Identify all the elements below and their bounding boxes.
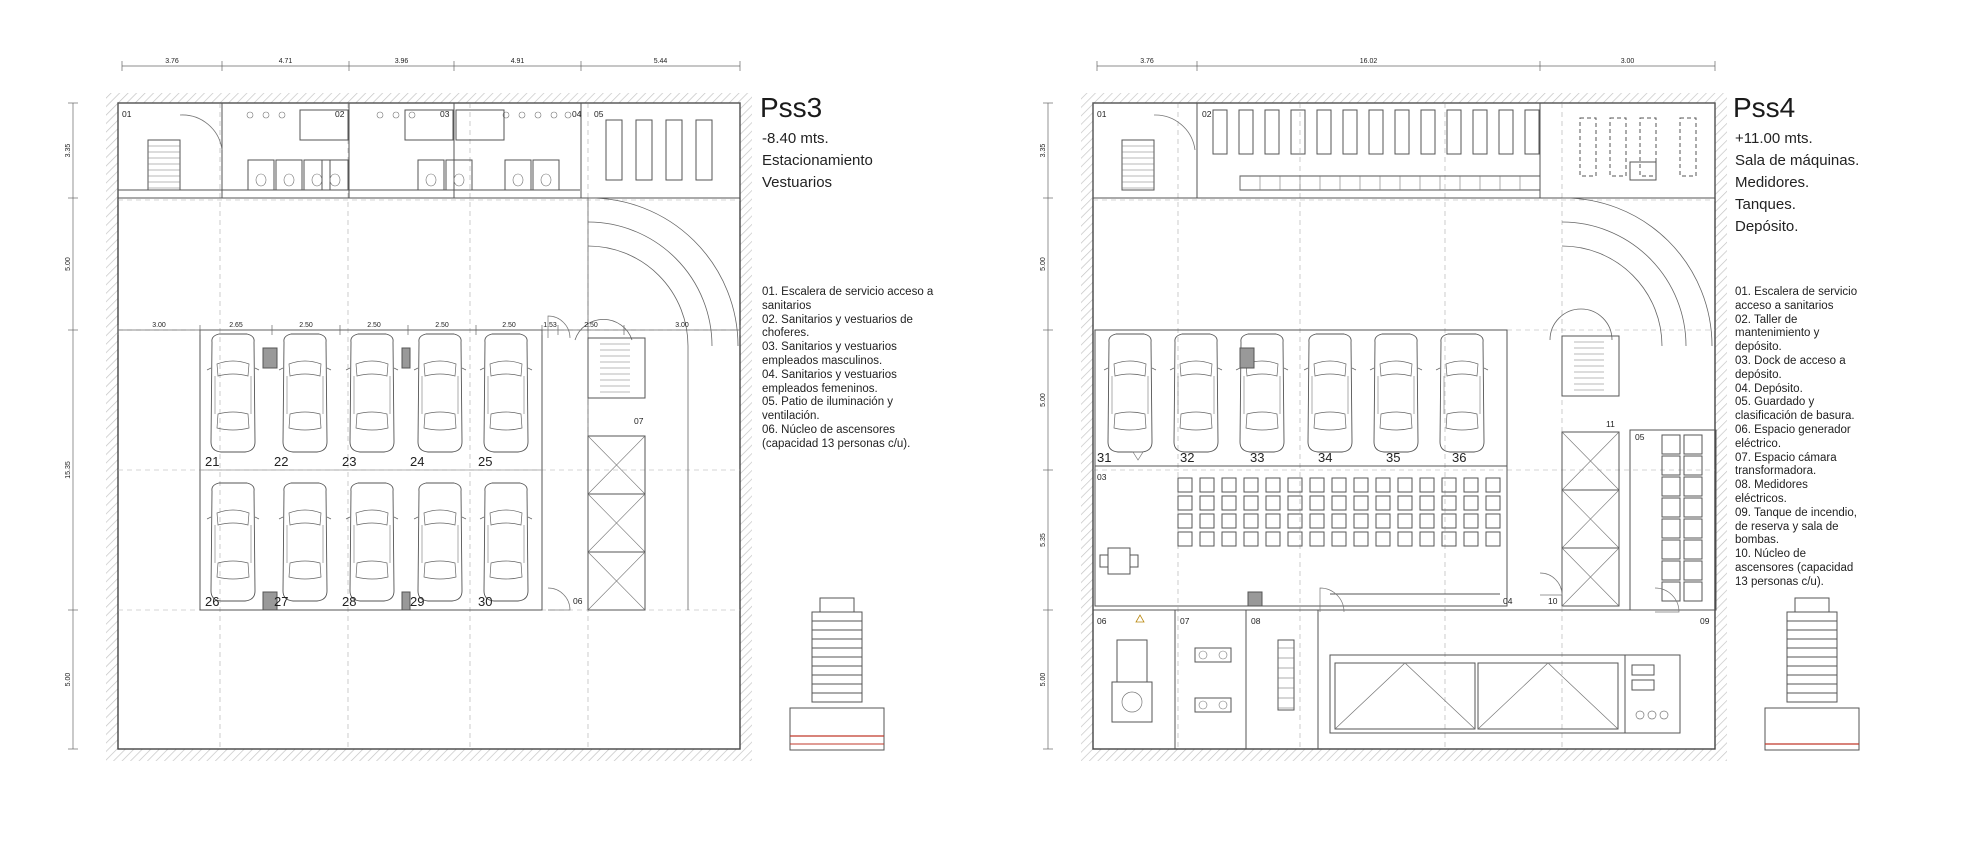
legend-line: 06. Núcleo de ascensores [762, 423, 895, 436]
room-label: 06 [1097, 616, 1107, 626]
legend-line: 05. Guardado y [1735, 396, 1815, 409]
room-label: 03 [440, 109, 450, 119]
left-subtitle-line: Vestuarios [762, 174, 833, 191]
parking-space-number: 32 [1180, 450, 1195, 465]
dimension-label: 3.76 [165, 58, 179, 65]
room-label: 02 [335, 109, 345, 119]
room-label: 04 [1503, 596, 1513, 606]
legend-line: transformadora. [1735, 465, 1817, 478]
legend-line: 01. Escalera de servicio acceso a [762, 286, 934, 298]
parking-space-number: 33 [1250, 450, 1265, 465]
legend-line: 02. Sanitarios y vestuarios de [762, 313, 913, 326]
room-label: 02 [1202, 109, 1212, 119]
right-subtitle-line: Sala de máquinas. [1735, 152, 1860, 169]
legend-line: eléctricos. [1735, 492, 1787, 505]
room-label: 09 [1700, 616, 1710, 626]
parking-space-number: 22 [274, 454, 289, 469]
column [1248, 592, 1262, 606]
massing-floor [1787, 675, 1837, 684]
massing-floor [812, 666, 862, 675]
dimension-label: 5.00 [1040, 257, 1047, 271]
right-plan-subtitle [1735, 128, 1859, 238]
legend-line: 04. Depósito. [1735, 382, 1803, 395]
legend-line: choferes. [762, 327, 810, 340]
legend-line: 06. Espacio generador [1735, 423, 1851, 436]
legend-line: clasificación de basura. [1735, 410, 1855, 423]
room-label: 05 [594, 109, 604, 119]
right-subtitle-line: +11.00 mts. [1735, 130, 1813, 147]
legend-line: 01. Escalera de servicio [1735, 286, 1858, 298]
dimension-label: 5.44 [653, 58, 668, 65]
legend-line: depósito. [1735, 341, 1782, 354]
parking-space-number: 23 [342, 454, 357, 469]
dimension-label: 2.65 [229, 322, 243, 329]
massing-floor [1787, 639, 1837, 648]
column [1240, 348, 1254, 368]
column [402, 348, 410, 368]
dimension-label: 2.50 [584, 322, 598, 329]
dimension-label: 4.91 [510, 58, 525, 65]
parking-space-number: 30 [478, 594, 493, 609]
dimension-label: 4.71 [278, 58, 293, 65]
legend-line: (capacidad 13 personas c/u). [762, 437, 911, 450]
room-label: 07 [1180, 616, 1190, 626]
dimension-label: 5.00 [1040, 393, 1047, 407]
legend-line: 13 personas c/u). [1735, 575, 1824, 588]
legend-line: de reserva y sala de [1735, 520, 1839, 533]
legend-line: 05. Patio de iluminación y [762, 396, 894, 409]
dimension-label: 3.35 [65, 143, 72, 158]
parking-space-number: 21 [205, 454, 220, 469]
left-plan-title: Pss3 [760, 92, 823, 123]
massing-block [1795, 598, 1829, 612]
dimension-label: 3.76 [1140, 58, 1154, 65]
parking-space-number: 36 [1452, 450, 1467, 465]
column [263, 348, 277, 368]
legend-line: 03. Sanitarios y vestuarios [762, 341, 897, 354]
legend-line: sanitarios [762, 299, 812, 312]
legend-line: empleados masculinos. [762, 354, 883, 367]
massing-floor [1787, 612, 1837, 621]
column [402, 592, 410, 610]
room-label: 01 [122, 109, 132, 119]
right-plan-title: Pss4 [1733, 92, 1796, 123]
room-label: 08 [1251, 616, 1261, 626]
room-label: 01 [1097, 109, 1107, 119]
massing-floor [1787, 657, 1837, 666]
dimension-label: 5.00 [1040, 672, 1047, 687]
dimension-label: 1.53 [543, 322, 557, 329]
legend-line: empleados femeninos. [762, 382, 878, 395]
dimension-label: 3.00 [152, 322, 166, 329]
dimension-label: 15.35 [65, 461, 72, 479]
massing-floor [812, 657, 862, 666]
right-subtitle-line: Depósito. [1735, 218, 1799, 235]
parking-space-number: 26 [205, 594, 220, 609]
legend-line: depósito. [1735, 368, 1782, 381]
massing-floor [812, 612, 862, 621]
parking-space-number: 29 [410, 594, 425, 609]
legend-line: 04. Sanitarios y vestuarios [762, 368, 897, 381]
dimension-label: 5.35 [1040, 533, 1047, 547]
legend-line: 02. Taller de [1735, 313, 1798, 326]
room-label: 11 [1606, 419, 1615, 429]
legend-line: eléctrico. [1735, 437, 1782, 450]
dimension-label: 3.96 [394, 58, 409, 65]
massing-floor [812, 639, 862, 648]
massing-floor [812, 648, 862, 657]
parking-space-number: 24 [410, 454, 425, 469]
dimension-label: 3.00 [675, 322, 689, 329]
room-label: 06 [573, 596, 583, 606]
room-label: 04 [572, 109, 582, 119]
right-subtitle-line: Tanques. [1735, 196, 1796, 213]
dimension-label: 16.02 [1359, 58, 1378, 65]
parking-space-number: 27 [274, 594, 289, 609]
parking-space-number: 31 [1097, 450, 1112, 465]
left-subtitle-line: -8.40 mts. [762, 130, 829, 147]
legend-line: 10. Núcleo de [1735, 548, 1806, 561]
left-plan-legend [762, 286, 933, 452]
parking-space-number: 25 [478, 454, 493, 469]
massing-floor [1787, 666, 1837, 675]
dimension-label: 2.50 [367, 322, 381, 329]
massing-floor [812, 675, 862, 684]
room-label: 03 [1097, 472, 1107, 482]
legend-line: bombas. [1735, 534, 1780, 547]
dimension-label: 5.00 [65, 672, 72, 687]
dimension-label: 2.50 [299, 322, 313, 329]
legend-line: acceso a sanitarios [1735, 299, 1834, 312]
legend-line: 08. Medidores [1735, 479, 1808, 492]
massing-floor [1787, 693, 1837, 702]
dimension-label: 2.50 [435, 322, 449, 329]
dimension-label: 3.35 [1040, 143, 1047, 158]
right-subtitle-line: Medidores. [1735, 174, 1810, 191]
dimension-label: 2.50 [502, 322, 516, 329]
massing-floor [812, 621, 862, 630]
legend-line: ventilación. [762, 410, 820, 423]
massing-floor [812, 684, 862, 693]
right-plan-legend [1735, 286, 1857, 590]
left-subtitle-line: Estacionamiento [762, 152, 873, 169]
legend-line: ascensores (capacidad [1735, 561, 1854, 574]
dimension-label: 3.00 [1620, 58, 1635, 65]
massing-floor [1787, 630, 1837, 639]
legend-line: 07. Espacio cámara [1735, 451, 1837, 464]
room-label: 10 [1548, 596, 1558, 606]
legend-line: mantenimiento y [1735, 327, 1820, 340]
massing-floor [1787, 621, 1837, 630]
room-label: 05 [1635, 432, 1645, 442]
parking-space-number: 35 [1386, 450, 1401, 465]
massing-floor [812, 693, 862, 702]
massing-floor [1787, 648, 1837, 657]
massing-floor [1787, 684, 1837, 693]
legend-line: 03. Dock de acceso a [1735, 354, 1846, 367]
parking-space-number: 34 [1318, 450, 1333, 465]
dimension-label: 5.00 [65, 257, 72, 271]
parking-space-number: 28 [342, 594, 357, 609]
massing-floor [812, 630, 862, 639]
legend-line: 09. Tanque de incendio, [1735, 506, 1857, 519]
left-plan-subtitle [762, 128, 873, 194]
room-label: 07 [634, 416, 644, 426]
massing-block [820, 598, 854, 612]
